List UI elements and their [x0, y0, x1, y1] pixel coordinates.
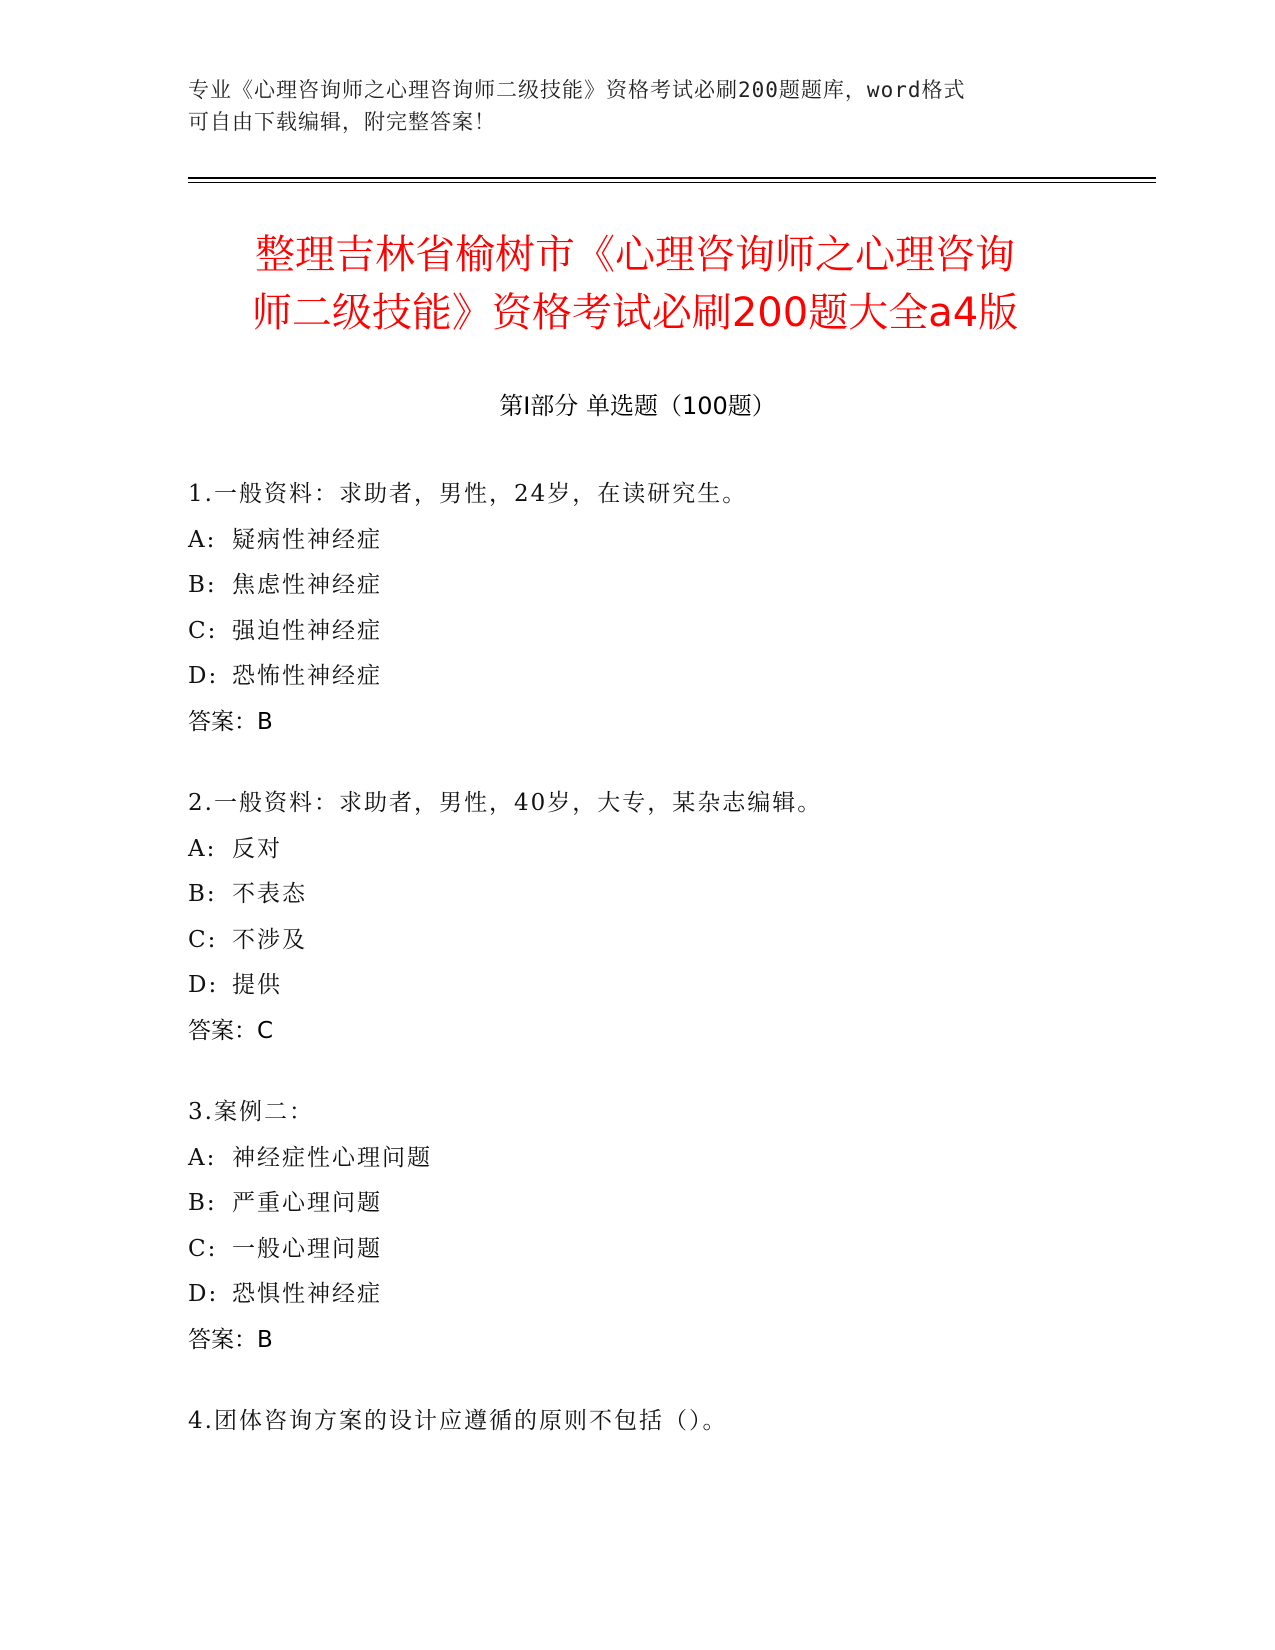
option-text: 强迫性神经症 — [232, 617, 382, 644]
answer-label: 答案： — [188, 1017, 257, 1044]
option-d — [188, 1272, 1088, 1318]
header-divider-thin — [188, 182, 1156, 183]
question-stem: 2.一般资料：求助者，男性，40岁，大专，某杂志编辑。 — [188, 790, 823, 816]
option-letter: A: — [188, 1144, 217, 1171]
question-list — [188, 472, 1088, 1481]
option-text: 严重心理问题 — [232, 1190, 382, 1216]
section-title: 第Ⅰ部分 单选题（100题） — [499, 392, 776, 420]
option-d — [188, 654, 1088, 700]
question-item — [188, 1399, 1088, 1445]
document-title — [170, 226, 1100, 342]
option-letter: B: — [188, 572, 217, 598]
answer-value: B — [257, 1326, 273, 1353]
question-item — [188, 781, 1088, 1054]
option-text: 疑病性神经症 — [232, 526, 382, 553]
option-text: 恐惧性神经症 — [232, 1281, 382, 1307]
option-a — [188, 827, 1088, 873]
option-letter: C: — [188, 1235, 218, 1262]
answer-label: 答案： — [188, 1326, 257, 1353]
option-b — [188, 872, 1088, 918]
answer-value: B — [257, 708, 273, 735]
option-letter: D: — [188, 663, 219, 689]
option-text: 提供 — [232, 972, 282, 998]
option-text: 焦虑性神经症 — [232, 572, 382, 598]
option-letter: D: — [188, 1281, 219, 1307]
answer-line — [188, 700, 1088, 746]
option-c — [188, 609, 1088, 655]
header-note-line-2: 可自由下载编辑，附完整答案！ — [188, 110, 496, 134]
answer-value: C — [257, 1017, 274, 1044]
option-text: 反对 — [232, 835, 282, 862]
option-letter: C: — [188, 926, 218, 953]
option-c — [188, 918, 1088, 964]
option-b — [188, 563, 1088, 609]
header-note-line-1: 专业《心理咨询师之心理咨询师二级技能》资格考试必刷200题题库，word格式 — [188, 78, 966, 102]
option-letter: B: — [188, 881, 217, 907]
option-a — [188, 518, 1088, 564]
document-title-line-2: 师二级技能》资格考试必刷200题大全a4版 — [251, 290, 1019, 336]
option-letter: D: — [188, 972, 219, 998]
option-text: 一般心理问题 — [232, 1235, 382, 1262]
option-letter: A: — [188, 835, 217, 862]
question-item — [188, 472, 1088, 745]
option-letter: A: — [188, 526, 217, 553]
option-text: 不表态 — [232, 881, 307, 907]
document-title-line-1: 整理吉林省榆树市《心理咨询师之心理咨询 — [255, 232, 1015, 278]
option-a — [188, 1136, 1088, 1182]
option-text: 神经症性心理问题 — [232, 1144, 432, 1171]
option-b — [188, 1181, 1088, 1227]
header-note — [188, 74, 1068, 138]
question-stem: 4.团体咨询方案的设计应遵循的原则不包括（）。 — [188, 1408, 728, 1434]
answer-line — [188, 1318, 1088, 1364]
answer-line — [188, 1009, 1088, 1055]
header-divider-thick — [188, 177, 1156, 179]
question-item — [188, 1090, 1088, 1363]
question-stem: 3.案例二： — [188, 1099, 314, 1125]
option-letter: C: — [188, 617, 218, 644]
option-c — [188, 1227, 1088, 1273]
option-d — [188, 963, 1088, 1009]
answer-label: 答案： — [188, 708, 257, 735]
option-text: 恐怖性神经症 — [232, 663, 382, 689]
option-letter: B: — [188, 1190, 217, 1216]
option-text: 不涉及 — [232, 926, 307, 953]
question-stem: 1.一般资料：求助者，男性，24岁，在读研究生。 — [188, 481, 748, 507]
